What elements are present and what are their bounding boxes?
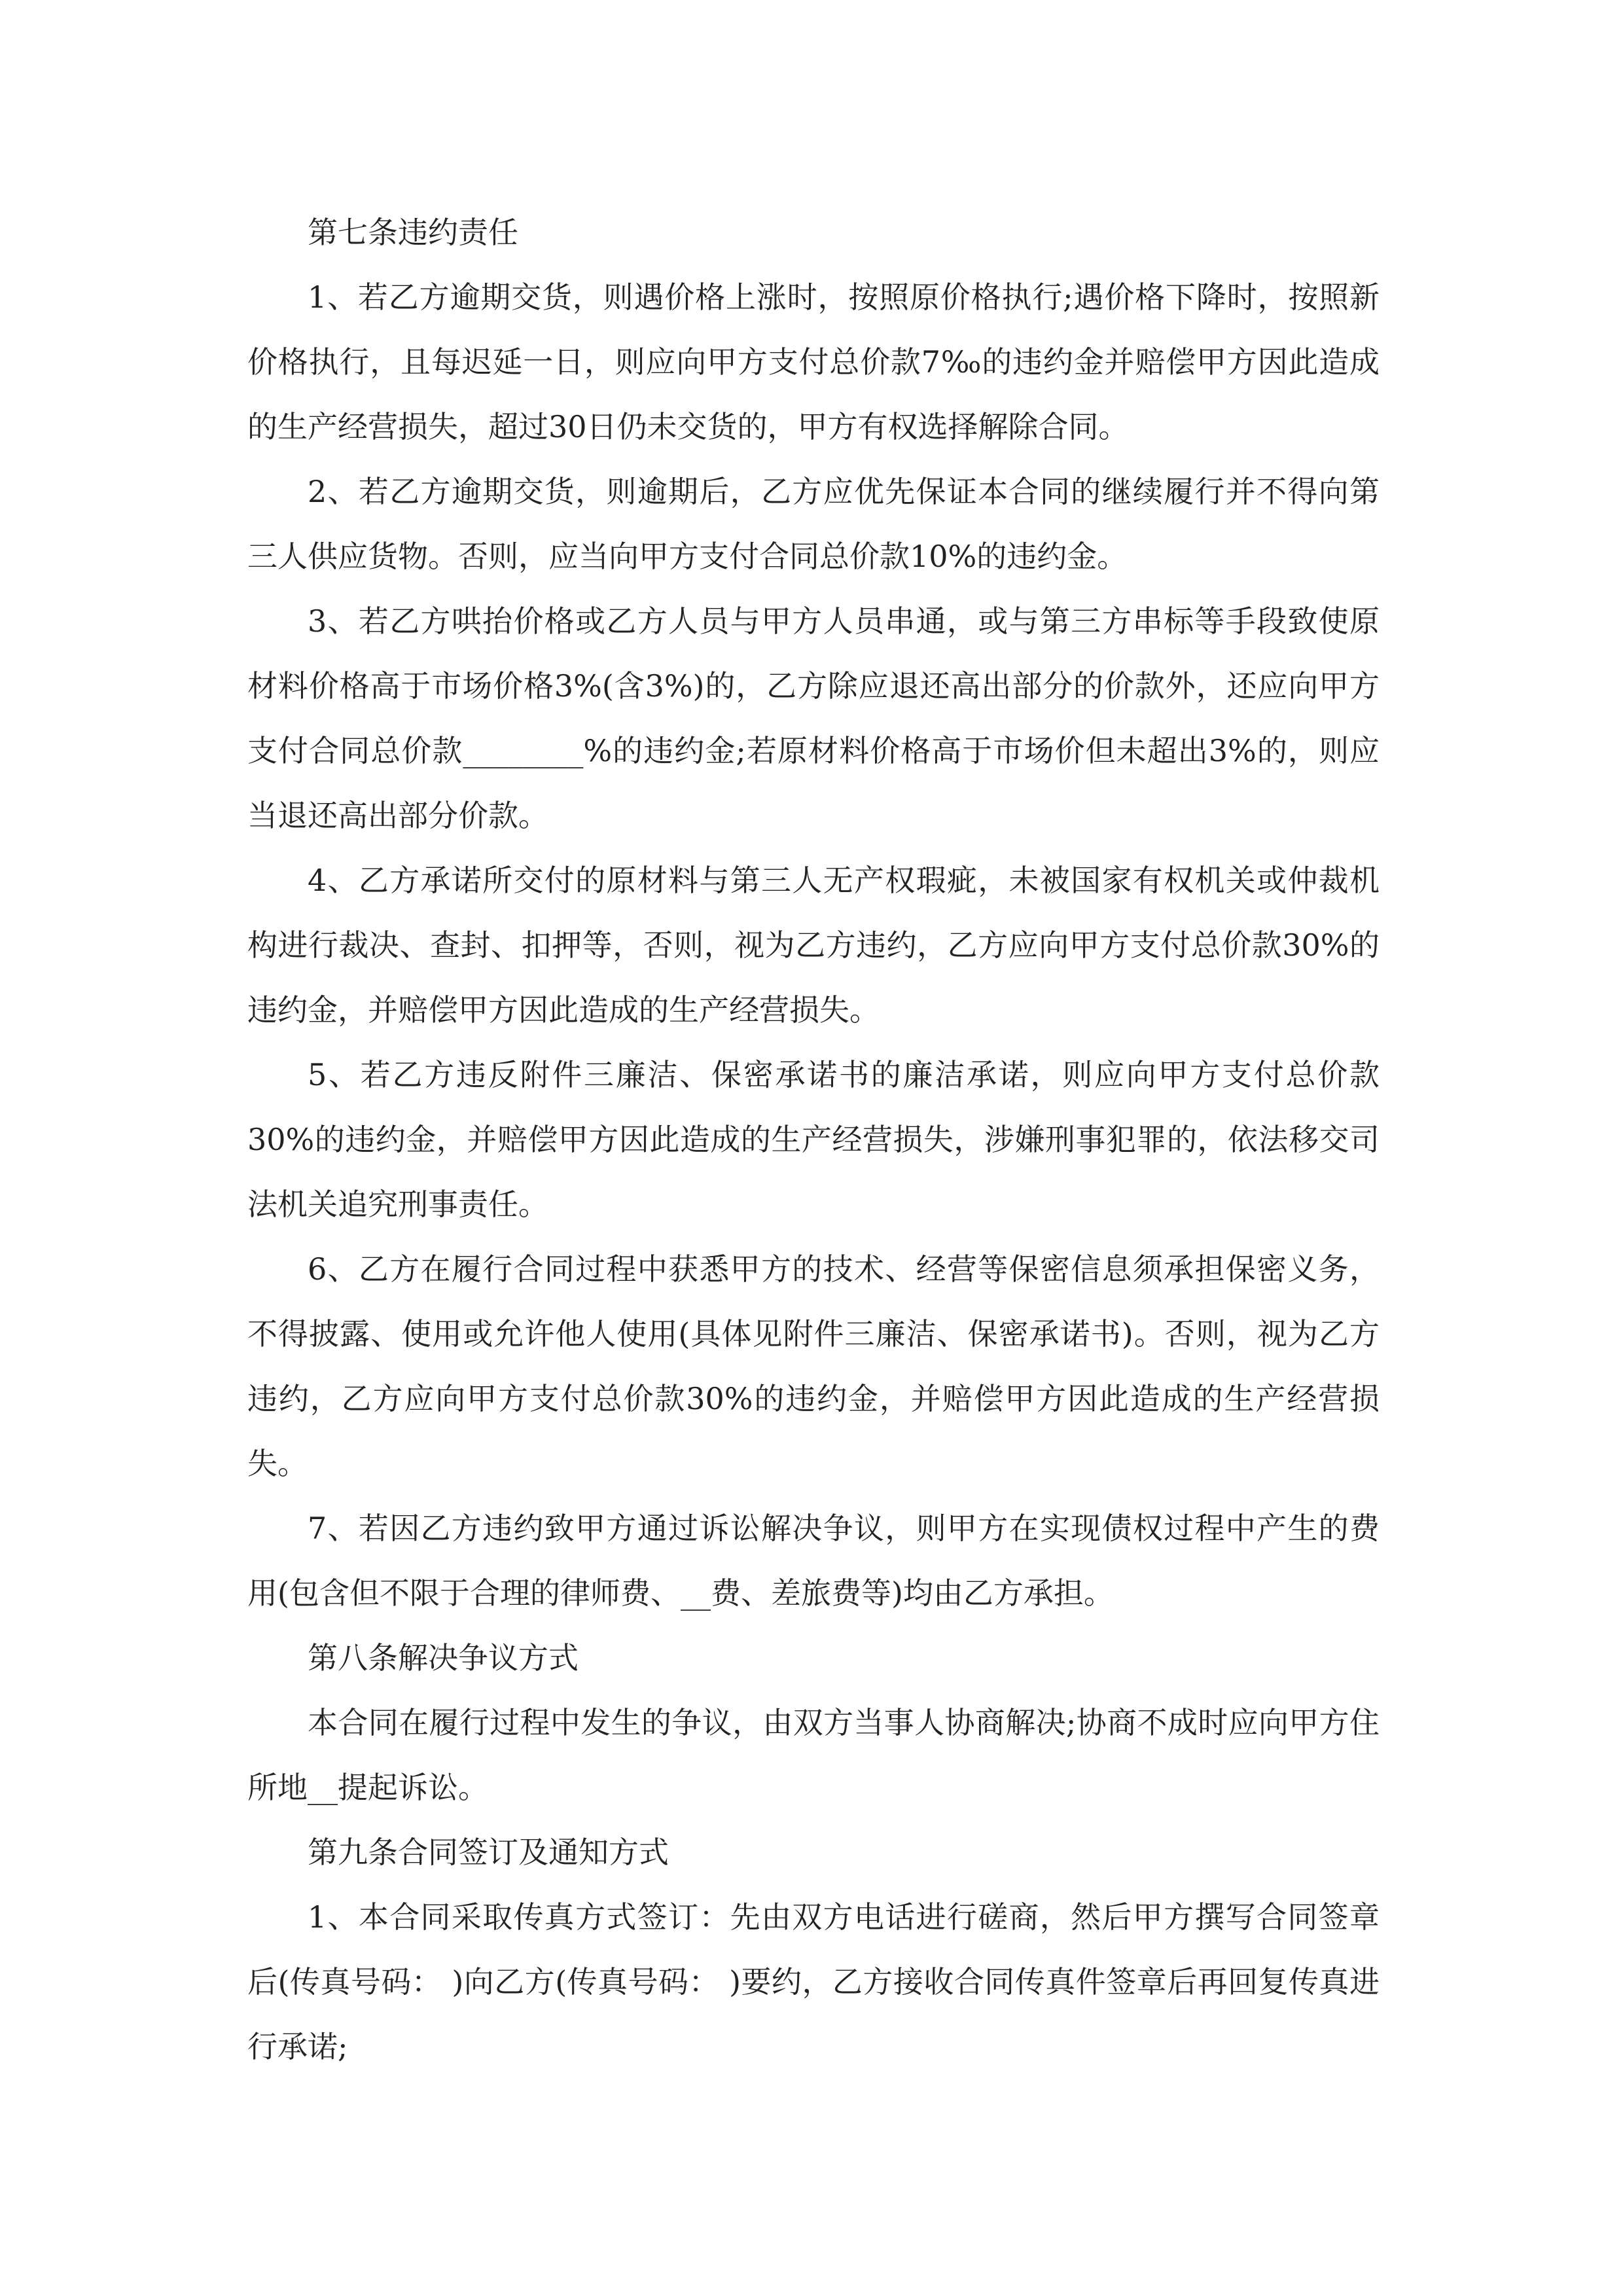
section-7-item-2: 2、若乙方逾期交货，则逾期后，乙方应优先保证本合同的继续履行并不得向第三人供应货物。否则，应当向甲方支付合同总价款10%的违约金。 xyxy=(247,474,1380,574)
section-8-body: 本合同在履行过程中发生的争议，由双方当事人协商解决;协商不成时应向甲方住所地__提起诉讼。 xyxy=(247,1705,1380,1805)
section-7-item-5: 5、若乙方违反附件三廉洁、保密承诺书的廉洁承诺，则应向甲方支付总价款30%的违约金，并赔偿甲方因此造成的生产经营损失，涉嫌刑事犯罪的，依法移交司法机关追究刑事责任。 xyxy=(247,1057,1380,1222)
section-9-title: 第九条合同签订及通知方式 xyxy=(308,1835,669,1870)
section-8-title: 第八条解决争议方式 xyxy=(308,1640,579,1676)
section-7-item-6: 6、乙方在履行合同过程中获悉甲方的技术、经营等保密信息须承担保密义务，不得披露、使用或允许他人使用(具体见附件三廉洁、保密承诺书)。否则，视为乙方违约，乙方应向甲方支付总价款30%的违约金，并赔偿甲方因此造成的生产经营损失。 xyxy=(247,1251,1380,1481)
section-7-item-7: 7、若因乙方违约致甲方通过诉讼解决争议，则甲方在实现债权过程中产生的费用(包含但不限于合理的律师费、__费、差旅费等)均由乙方承担。 xyxy=(247,1511,1380,1611)
section-7-item-1: 1、若乙方逾期交货，则遇价格上涨时，按照原价格执行;遇价格下降时，按照新价格执行，且每迟延一日，则应向甲方支付总价款7‰的违约金并赔偿甲方因此造成的生产经营损失，超过30日仍未交货的，甲方有权选择解除合同。 xyxy=(247,279,1380,444)
section-7-title: 第七条违约责任 xyxy=(308,215,518,250)
section-9-item-1: 1、本合同采取传真方式签订：先由双方电话进行磋商，然后甲方撰写合同签章后(传真号码： )向乙方(传真号码： )要约，乙方接收合同传真件签章后再回复传真进行承诺; xyxy=(247,1899,1380,2064)
section-7-item-4: 4、乙方承诺所交付的原材料与第三人无产权瑕疵，未被国家有权机关或仲裁机构进行裁决、查封、扣押等，否则，视为乙方违约，乙方应向甲方支付总价款30%的违约金，并赔偿甲方因此造成的生产经营损失。 xyxy=(247,863,1380,1028)
section-7-item-3: 3、若乙方哄抬价格或乙方人员与甲方人员串通，或与第三方串标等手段致使原材料价格高于市场价格3%(含3%)的，乙方除应退还高出部分的价款外，还应向甲方支付合同总价款________%的违约金;若原材料价格高于市场价但未超出3%的，则应当退还高出部分价款。 xyxy=(247,603,1380,833)
document-body xyxy=(247,200,1380,2079)
